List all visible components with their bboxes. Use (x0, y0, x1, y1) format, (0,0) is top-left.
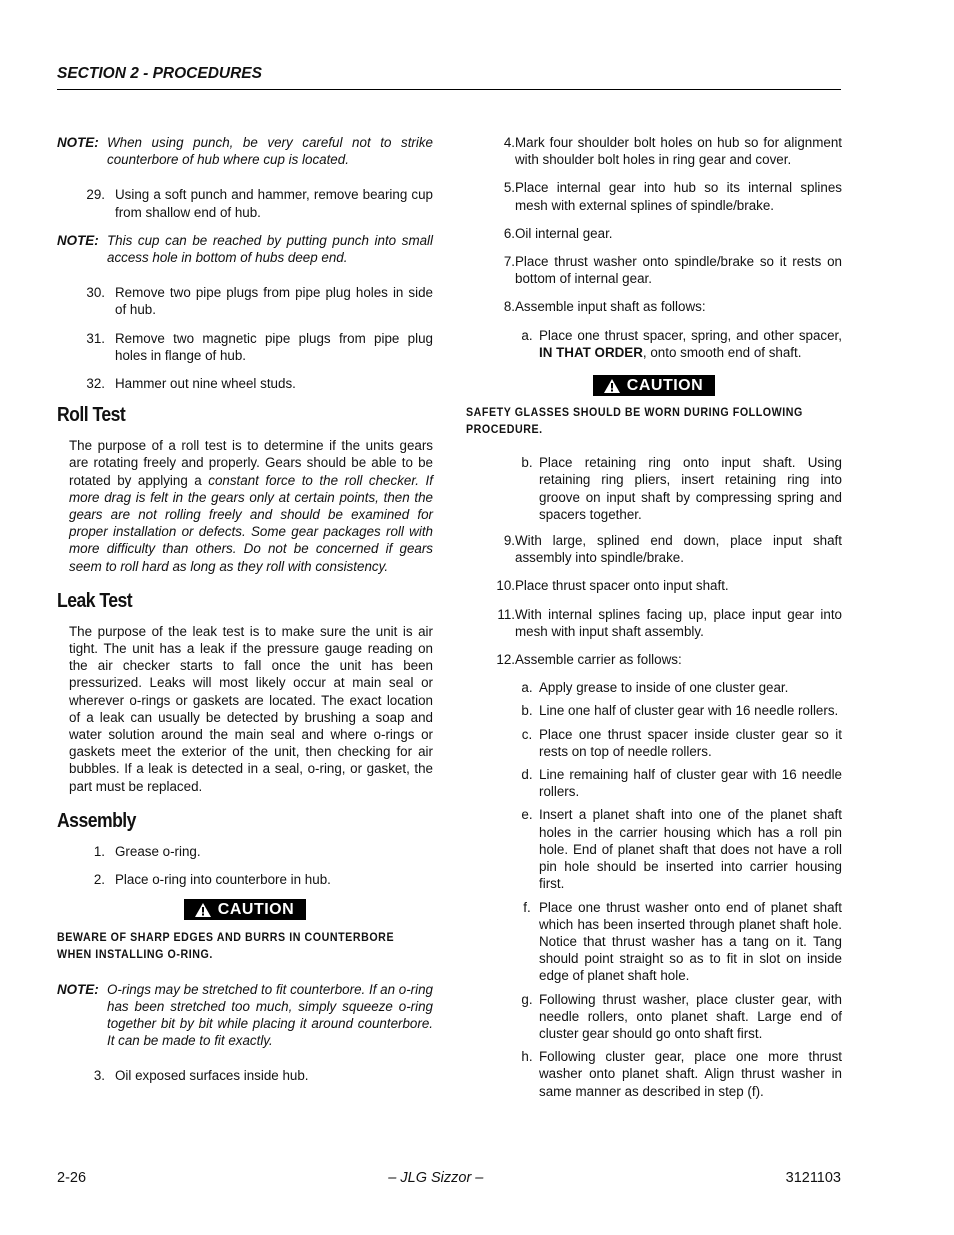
document-number: 3121103 (785, 1170, 841, 1186)
step-31 (57, 330, 433, 364)
step-text: Hammer out nine wheel studs. (115, 376, 296, 392)
step-text: Assemble carrier as follows: (515, 652, 682, 668)
roll-test-heading: Roll Test (57, 404, 126, 427)
step-2 (57, 871, 433, 888)
sub-text: Place one thrust spacer inside cluster gear so it rests on top of needle rollers. (539, 726, 842, 759)
step-number: 6. (503, 225, 515, 241)
step-30 (57, 284, 433, 318)
step-8a (466, 327, 842, 361)
section-title: SECTION 2 - PROCEDURES (57, 65, 262, 82)
assembly-heading: Assembly (57, 809, 136, 832)
step-8b (466, 454, 842, 523)
sub-label: c. (521, 726, 533, 742)
step-8 (466, 298, 842, 315)
step-text: Place o-ring into counterbore in hub. (115, 872, 331, 888)
step-text: Mark four shoulder bolt holes on hub so for alignment with shoulder bolt holes in ring gear and cover. (515, 135, 842, 168)
sub-label: a. (521, 680, 533, 696)
sub-text: Line remaining half of cluster gear with 16 needle rollers. (539, 767, 842, 800)
caution-label: CAUTION (626, 377, 704, 395)
note-label: NOTE: (57, 232, 99, 248)
warning-triangle-icon (603, 378, 621, 394)
caution-box (57, 899, 433, 922)
sub-label: e. (521, 807, 533, 823)
step-number: 3. (93, 1068, 105, 1084)
sub-label: b. (521, 455, 533, 471)
step-number: 9. (503, 533, 515, 549)
sub-label: g. (521, 991, 533, 1007)
warning-triangle-icon (194, 902, 212, 918)
step-number: 31. (86, 330, 105, 346)
step-text: Using a soft punch and hammer, remove bearing cup from shallow end of hub. (115, 187, 433, 220)
sub-label: f. (523, 899, 531, 915)
step-12d (466, 766, 842, 800)
note-text: When using punch, be very careful not to strike counterbore of hub where cup is located. (107, 135, 433, 168)
step-number: 1. (93, 843, 105, 859)
step-12b (466, 702, 842, 719)
caution-label: CAUTION (217, 901, 295, 919)
step-text: Remove two pipe plugs from pipe plug holes in side of hub. (115, 285, 433, 318)
step-number: 8. (503, 299, 515, 315)
step-6 (466, 225, 842, 242)
roll-test-text: The purpose of a roll test is to determine if the units gears are rotating freely and properly. Gears should be able to be rotated by applying a (69, 438, 433, 488)
step-12f (466, 899, 842, 985)
step-12g (466, 991, 842, 1043)
step-number: 29. (86, 187, 105, 203)
sub-text-bold: IN THAT ORDER (539, 344, 643, 360)
step-12a (466, 679, 842, 696)
leak-test-heading: Leak Test (57, 589, 133, 612)
step-number: 2. (93, 872, 105, 888)
sub-text: Following cluster gear, place one more thrust washer onto planet shaft. Align thrust washer in same manner as described in step (f). (539, 1049, 842, 1099)
step-number: 30. (86, 285, 105, 301)
step-text: Place thrust washer onto spindle/brake so it rests on bottom of internal gear. (515, 254, 842, 287)
sub-text: Place one thrust washer onto end of planet shaft which has been inserted through planet shaft hole. Notice that thrust washer has a tang on it. Tang should point straight so as to fit in slot on inside edge of planet shaft hole. (539, 899, 842, 984)
caution-text: BEWARE OF SHARP EDGES AND BURRS IN COUNTERBORE WHEN INSTALLING O-RING. (57, 930, 395, 961)
step-3 (57, 1067, 433, 1084)
page-footer (57, 1168, 841, 1188)
step-12h (466, 1048, 842, 1100)
step-4 (466, 134, 842, 168)
step-11 (466, 606, 842, 640)
sub-text: Apply grease to inside of one cluster gear. (539, 680, 789, 696)
step-10 (466, 577, 842, 594)
sub-text: Line one half of cluster gear with 16 needle rollers. (539, 703, 839, 719)
step-12 (466, 651, 842, 668)
step-text: Place internal gear into hub so its internal splines mesh with external splines of spindle/brake. (515, 180, 842, 213)
step-number: 7. (503, 254, 515, 270)
step-5 (466, 179, 842, 213)
note-label: NOTE: (57, 135, 99, 150)
roll-test-paragraph (57, 437, 433, 575)
sub-label: a. (521, 327, 533, 343)
note-o-rings (57, 981, 433, 1050)
sub-text: Following thrust washer, place cluster gear, with needle rollers, onto planet shaft. Large end of cluster gear should go onto shaft first. (539, 991, 842, 1041)
note-label: NOTE: (57, 981, 99, 997)
step-29 (57, 186, 433, 220)
step-number: 32. (86, 376, 105, 392)
sub-text-start: Place one thrust spacer, spring, and other spacer, (539, 327, 842, 343)
sub-text (539, 327, 842, 361)
sub-label: h. (521, 1049, 533, 1065)
section-header (57, 64, 841, 90)
step-number: 10. (496, 578, 515, 594)
note-text: This cup can be reached by putting punch into small access hole in bottom of hubs deep end. (107, 232, 433, 266)
right-column (466, 134, 842, 1106)
sub-label: b. (521, 703, 533, 719)
step-32 (57, 375, 433, 392)
caution-label-box (593, 375, 715, 396)
step-text: Grease o-ring. (115, 843, 201, 859)
note-text: O-rings may be stretched to fit counterbore. If an o-ring has been stretched too much, simply squeeze o-ring together bit by bit while placing it around counterbore. It can be made to fit exactly. (107, 981, 433, 1049)
sub-text: Insert a planet shaft into one of the planet shaft holes in the carrier housing which has a roll pin hole. End of planet shaft that does not have a roll pin hole should be inserted into carrier housing first. (539, 807, 842, 892)
step-number: 11. (497, 606, 515, 622)
sub-label: d. (521, 767, 533, 783)
step-text: With large, splined end down, place input shaft assembly into spindle/brake. (515, 533, 842, 566)
step-text: Place thrust spacer onto input shaft. (515, 578, 729, 594)
step-9 (466, 532, 842, 566)
step-12c (466, 726, 842, 760)
step-number: 4. (503, 135, 515, 150)
caution-text: SAFETY GLASSES SHOULD BE WORN DURING FOLLOWING PROCEDURE. (466, 406, 803, 437)
footer-title: – JLG Sizzor – (388, 1170, 484, 1186)
step-12e (466, 806, 842, 892)
step-text: Oil exposed surfaces inside hub. (115, 1068, 309, 1084)
step-text: Assemble input shaft as follows: (515, 299, 706, 315)
sub-text: Place retaining ring onto input shaft. Using retaining ring pliers, insert retaining ring into groove on input shaft by compressing spring and spacers together. (539, 455, 842, 522)
caution-box (466, 375, 842, 398)
step-1 (57, 843, 433, 860)
page-number: 2-26 (57, 1170, 87, 1186)
note-cup (57, 232, 433, 266)
step-7 (466, 253, 842, 287)
step-text: Remove two magnetic pipe plugs from pipe plug holes in flange of hub. (115, 330, 433, 363)
note-punch (57, 134, 433, 168)
left-column (57, 134, 433, 1096)
sub-text-end: , onto smooth end of shaft. (642, 344, 802, 360)
step-text: With internal splines facing up, place input gear into mesh with input shaft assembly. (515, 606, 842, 639)
caution-label-box (184, 899, 306, 920)
leak-test-paragraph: The purpose of the leak test is to make sure the unit is air tight. The unit has a leak if the pressure gauge reading on the air checker starts to fall once the unit has been pressurized. Leaks will most likely occur at main seal or wherever o-rings or gaskets are located. The exact location of a leak can usually be detected by brushing a soap and water solution around the main seal and where o-rings or gaskets meet the exterior of the unit, then checking for air bubbles. If a leak is detected in a seal, o-ring, or gasket, the part must be replaced. (69, 623, 433, 794)
step-number: 5. (503, 180, 515, 196)
step-text: Oil internal gear. (515, 225, 613, 241)
roll-test-italic-text: constant force to the roll checker. If more drag is felt in the gears only at certain points, then the gears are not rolling freely and should be examined for proper installation or defects. Some gear packages roll with more difficulty than others. Do not be concerned if gears seem to roll hard as long as they roll with consistency. (69, 472, 433, 574)
step-number: 12. (496, 652, 515, 668)
